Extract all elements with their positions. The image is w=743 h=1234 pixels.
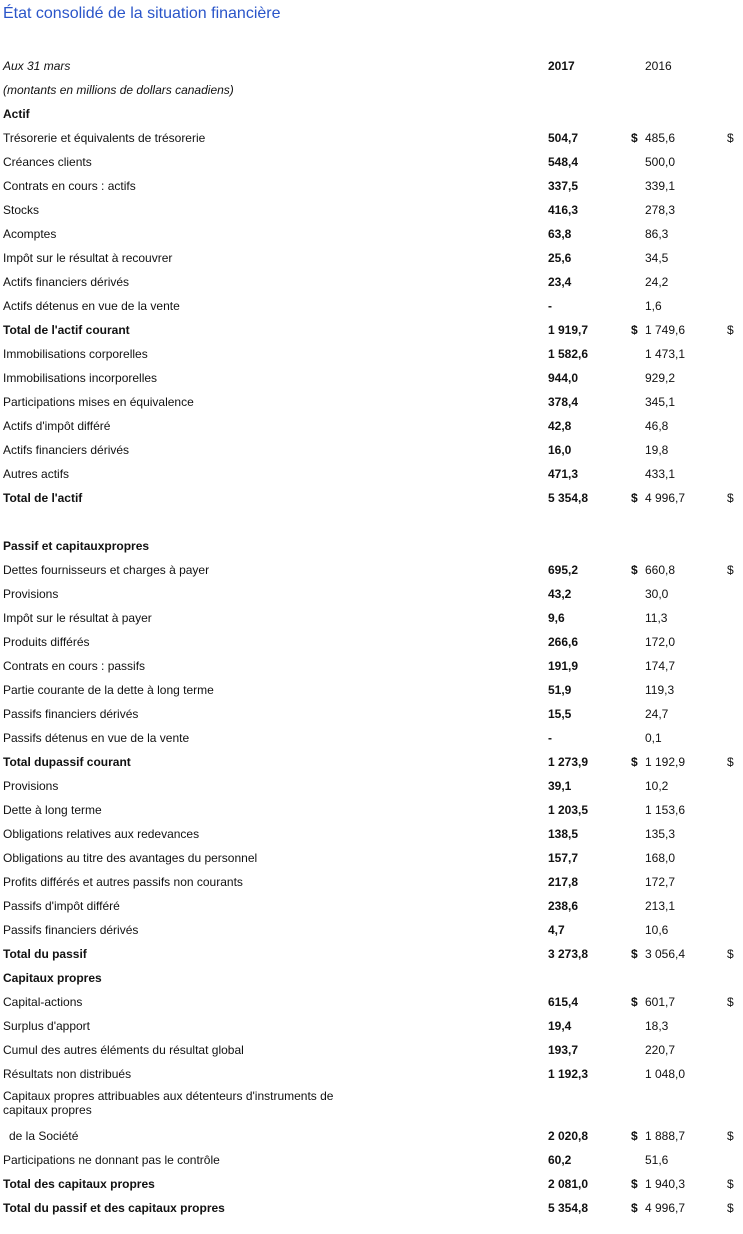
table-row (0, 803, 743, 821)
value-2017: 1 919,7 (548, 323, 589, 337)
value-2016: 172,0 (645, 635, 676, 649)
row-label: Total du passif (3, 947, 87, 961)
row-label: Profits différés et autres passifs non courants (3, 875, 243, 889)
row-label: Actifs d'impôt différé (3, 419, 111, 433)
row-label: Capitaux propres (3, 971, 102, 985)
value-2017: 23,4 (548, 275, 572, 289)
table-row (0, 635, 743, 653)
table-row (0, 275, 743, 293)
value-2017: - (548, 731, 552, 745)
table-row (0, 155, 743, 173)
value-2016: 213,1 (645, 899, 676, 913)
value-2017: 1 192,3 (548, 1067, 589, 1081)
value-2016: 220,7 (645, 1043, 676, 1057)
table-row (0, 707, 743, 725)
value-2016: 30,0 (645, 587, 669, 601)
row-label: Obligations au titre des avantages du personnel (3, 851, 258, 865)
row-label: Dette à long terme (3, 803, 102, 817)
table-row (0, 611, 743, 629)
currency-sign-right: $ (727, 491, 734, 505)
table-row (0, 179, 743, 197)
currency-sign: $ (631, 995, 638, 1009)
table-row (0, 347, 743, 365)
value-2016: 24,7 (645, 707, 669, 721)
row-label: Capitaux propres attribuables aux détenteurs d'instruments de capitaux propres (3, 1089, 334, 1117)
row-label: Résultats non distribués (3, 1067, 132, 1081)
table-row (0, 371, 743, 389)
table-row (0, 395, 743, 413)
row-label: Actifs financiers dérivés (3, 443, 130, 457)
value-2017: 63,8 (548, 227, 572, 241)
date-label: Aux 31 mars (3, 59, 71, 73)
value-2016: 172,7 (645, 875, 676, 889)
table-row (0, 1067, 743, 1085)
row-label: Impôt sur le résultat à recouvrer (3, 251, 173, 265)
value-2017: 3 273,8 (548, 947, 589, 961)
table-row (0, 1129, 743, 1147)
value-2016: 500,0 (645, 155, 676, 169)
value-2017: 15,5 (548, 707, 572, 721)
currency-sign: $ (631, 323, 638, 337)
row-label: de la Société (9, 1129, 79, 1143)
table-row (0, 419, 743, 437)
currency-sign-right: $ (727, 1201, 734, 1215)
value-2017: 19,4 (548, 1019, 572, 1033)
page-title: État consolidé de la situation financière (3, 5, 281, 22)
value-2017: 471,3 (548, 467, 579, 481)
value-2016: 1 888,7 (645, 1129, 686, 1143)
currency-sign-right: $ (727, 131, 734, 145)
value-2017: 9,6 (548, 611, 565, 625)
value-2017: - (548, 299, 552, 313)
currency-sign: $ (631, 755, 638, 769)
currency-sign-right: $ (727, 1177, 734, 1191)
currency-sign: $ (631, 1129, 638, 1143)
value-2017: 191,9 (548, 659, 579, 673)
row-label: Passifs financiers dérivés (3, 923, 139, 937)
header-row-units (0, 83, 743, 101)
row-label: Passif et capitauxpropres (3, 539, 150, 553)
value-2016: 119,3 (645, 683, 675, 697)
currency-sign: $ (631, 947, 638, 961)
value-2017: 615,4 (548, 995, 579, 1009)
row-label: Immobilisations corporelles (3, 347, 148, 361)
section-row (0, 1177, 743, 1195)
currency-sign: $ (631, 1177, 638, 1191)
value-2017: 1 203,5 (548, 803, 589, 817)
header-row-date (0, 59, 743, 77)
table-row (0, 1043, 743, 1061)
row-label: Participations ne donnant pas le contrôle (3, 1153, 220, 1167)
table-row (0, 1019, 743, 1037)
value-2017: 16,0 (548, 443, 572, 457)
value-2016: 1 940,3 (645, 1177, 686, 1191)
value-2017: 266,6 (548, 635, 579, 649)
row-label: Trésorerie et équivalents de trésorerie (3, 131, 206, 145)
value-2016: 11,3 (645, 611, 668, 625)
table-row (0, 659, 743, 677)
value-2017: 337,5 (548, 179, 579, 193)
table-row (0, 443, 743, 461)
value-2017: 25,6 (548, 251, 572, 265)
currency-sign-right: $ (727, 323, 734, 337)
table-row (0, 1089, 743, 1117)
value-2017: 42,8 (548, 419, 572, 433)
section-row (0, 107, 743, 125)
table-row (0, 779, 743, 797)
table-row (0, 227, 743, 245)
currency-sign: $ (631, 491, 638, 505)
currency-sign-right: $ (727, 755, 734, 769)
value-2016: 1 473,1 (645, 347, 686, 361)
value-2016: 46,8 (645, 419, 669, 433)
row-label: Dettes fournisseurs et charges à payer (3, 563, 210, 577)
value-2016: 1 048,0 (645, 1067, 686, 1081)
row-label: Produits différés (3, 635, 90, 649)
value-2017: 2 020,8 (548, 1129, 589, 1143)
value-2016: 10,2 (645, 779, 669, 793)
currency-sign: $ (631, 131, 638, 145)
currency-sign-right: $ (727, 1129, 734, 1143)
table-row (0, 131, 743, 149)
currency-sign: $ (631, 563, 638, 577)
value-2017: 548,4 (548, 155, 579, 169)
table-row (0, 563, 743, 581)
table-row (0, 875, 743, 893)
row-label: Provisions (3, 779, 59, 793)
table-row (0, 467, 743, 485)
value-2016: 19,8 (645, 443, 669, 457)
value-2017: 378,4 (548, 395, 579, 409)
row-label: Contrats en cours : passifs (3, 659, 146, 673)
table-row (0, 851, 743, 869)
value-2016: 24,2 (645, 275, 669, 289)
value-2017: 193,7 (548, 1043, 579, 1057)
units-label: (montants en millions de dollars canadiens) (3, 83, 234, 97)
row-label: Passifs détenus en vue de la vente (3, 731, 190, 745)
section-row (0, 755, 743, 773)
value-2017: 944,0 (548, 371, 579, 385)
value-2017: 5 354,8 (548, 491, 589, 505)
table-row (0, 827, 743, 845)
value-2016: 1 153,6 (645, 803, 686, 817)
value-2016: 51,6 (645, 1153, 669, 1167)
row-label: Provisions (3, 587, 59, 601)
table-row (0, 203, 743, 221)
row-label: Stocks (3, 203, 40, 217)
value-2017: 217,8 (548, 875, 579, 889)
table-row (0, 923, 743, 941)
value-2017: 39,1 (548, 779, 572, 793)
row-label: Actifs détenus en vue de la vente (3, 299, 180, 313)
row-label: Surplus d'apport (3, 1019, 91, 1033)
value-2017: 51,9 (548, 683, 572, 697)
row-label: Obligations relatives aux redevances (3, 827, 200, 841)
column-header-2017: 2017 (548, 59, 575, 73)
row-label: Impôt sur le résultat à payer (3, 611, 152, 625)
column-header-2016: 2016 (645, 59, 672, 73)
value-2017: 504,7 (548, 131, 579, 145)
row-label: Participations mises en équivalence (3, 395, 194, 409)
value-2017: 5 354,8 (548, 1201, 589, 1215)
row-label: Passifs d'impôt différé (3, 899, 120, 913)
currency-sign: $ (631, 1201, 638, 1215)
value-2017: 238,6 (548, 899, 579, 913)
value-2016: 929,2 (645, 371, 676, 385)
row-label: Autres actifs (3, 467, 70, 481)
value-2017: 43,2 (548, 587, 572, 601)
value-2016: 174,7 (645, 659, 676, 673)
table-row (0, 1153, 743, 1171)
value-2017: 2 081,0 (548, 1177, 589, 1191)
row-label: Total du passif et des capitaux propres (3, 1201, 225, 1215)
row-label: Créances clients (3, 155, 92, 169)
row-label: Actifs financiers dérivés (3, 275, 130, 289)
value-2016: 10,6 (645, 923, 669, 937)
row-label: Acomptes (3, 227, 57, 241)
value-2017: 4,7 (548, 923, 565, 937)
value-2016: 1 749,6 (645, 323, 686, 337)
section-row (0, 491, 743, 509)
section-row (0, 1201, 743, 1219)
table-row (0, 587, 743, 605)
currency-sign-right: $ (727, 947, 734, 961)
value-2016: 1 192,9 (645, 755, 686, 769)
table-row (0, 251, 743, 269)
row-label: Total de l'actif courant (3, 323, 130, 337)
value-2017: 60,2 (548, 1153, 572, 1167)
value-2016: 4 996,7 (645, 1201, 686, 1215)
value-2016: 485,6 (645, 131, 676, 145)
table-row (0, 683, 743, 701)
row-label: Total des capitaux propres (3, 1177, 155, 1191)
value-2016: 1,6 (645, 299, 662, 313)
currency-sign-right: $ (727, 995, 734, 1009)
value-2017: 138,5 (548, 827, 579, 841)
row-label: Actif (3, 107, 30, 121)
value-2016: 4 996,7 (645, 491, 686, 505)
value-2016: 660,8 (645, 563, 676, 577)
value-2016: 18,3 (645, 1019, 669, 1033)
value-2017: 1 273,9 (548, 755, 589, 769)
currency-sign-right: $ (727, 563, 734, 577)
value-2017: 695,2 (548, 563, 579, 577)
value-2016: 0,1 (645, 731, 662, 745)
section-row (0, 323, 743, 341)
value-2016: 3 056,4 (645, 947, 686, 961)
row-label: Cumul des autres éléments du résultat global (3, 1043, 244, 1057)
row-label: Total de l'actif (3, 491, 83, 505)
section-row (0, 539, 743, 557)
value-2016: 278,3 (645, 203, 676, 217)
row-label: Contrats en cours : actifs (3, 179, 136, 193)
row-label: Total dupassif courant (3, 755, 131, 769)
value-2016: 34,5 (645, 251, 669, 265)
row-label: Passifs financiers dérivés (3, 707, 139, 721)
row-label: Partie courante de la dette à long terme (3, 683, 214, 697)
section-row (0, 947, 743, 965)
table-row (0, 995, 743, 1013)
row-label: Capital-actions (3, 995, 83, 1009)
table-row (0, 299, 743, 317)
table-row (0, 731, 743, 749)
row-label: Immobilisations incorporelles (3, 371, 158, 385)
value-2016: 339,1 (645, 179, 676, 193)
table-row (0, 899, 743, 917)
value-2016: 168,0 (645, 851, 676, 865)
value-2016: 601,7 (645, 995, 676, 1009)
value-2017: 416,3 (548, 203, 579, 217)
value-2017: 1 582,6 (548, 347, 589, 361)
value-2017: 157,7 (548, 851, 579, 865)
value-2016: 433,1 (645, 467, 676, 481)
value-2016: 345,1 (645, 395, 676, 409)
value-2016: 86,3 (645, 227, 669, 241)
section-row (0, 971, 743, 989)
value-2016: 135,3 (645, 827, 676, 841)
